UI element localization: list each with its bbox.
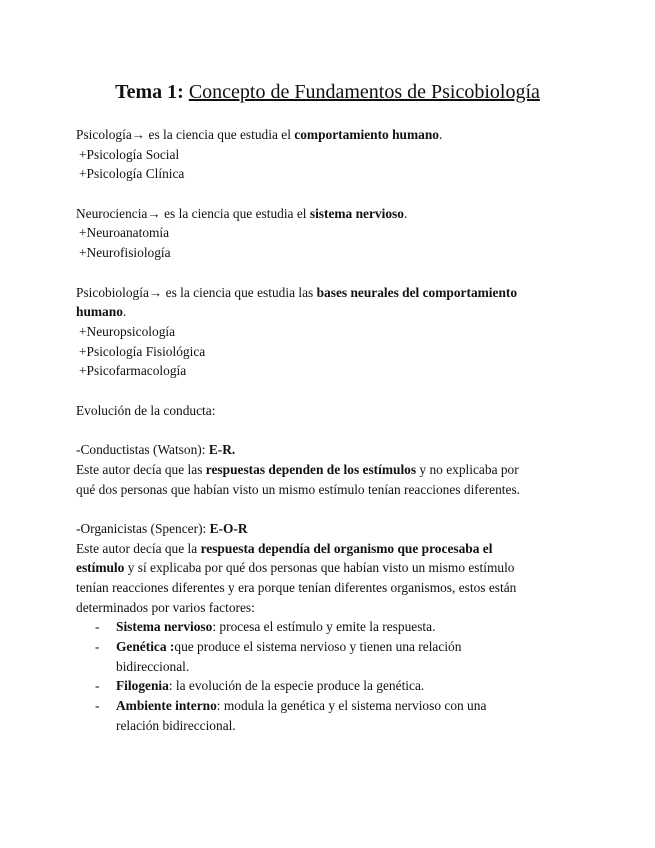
organicistas-heading: -Organicistas (Spencer): E-O-R — [76, 521, 248, 536]
page-title — [0, 80, 655, 104]
psicologia-definition: Psicología→ es la ciencia que estudia el comportamiento humano. — [76, 127, 443, 142]
factor-item: Genética :que produce el sistema nervioso y tienen una relación — [116, 639, 462, 654]
title-prefix: Tema 1: — [115, 81, 184, 103]
factor-item-cont: bidireccional. — [116, 659, 190, 674]
psicologia-item: +Psicología Clínica — [79, 166, 185, 181]
factor-item: Sistema nervioso: procesa el estímulo y emite la respuesta. — [116, 619, 436, 634]
organicistas-text: Este autor decía que la respuesta dependía del organismo que procesaba el — [76, 541, 493, 556]
organicistas-text-cont: estímulo y sí explicaba por qué dos personas que habían visto un mismo estímulo — [76, 560, 515, 575]
psicologia-item: +Psicología Social — [79, 147, 180, 162]
factor-item: Filogenia: la evolución de la especie produce la genética. — [116, 678, 425, 693]
conductistas-heading: -Conductistas (Watson): E-R. — [76, 442, 236, 457]
organicistas-text-cont: determinados por varios factores: — [76, 600, 255, 615]
psicobiologia-item: +Psicología Fisiológica — [79, 344, 206, 359]
conductistas-text-cont: qué dos personas que habían visto un mismo estímulo tenían reacciones diferentes. — [76, 482, 521, 497]
neurociencia-item: +Neuroanatomía — [79, 225, 170, 240]
evolucion-heading: Evolución de la conducta: — [76, 403, 216, 418]
bullet-marker: - — [95, 619, 100, 634]
neurociencia-definition: Neurociencia→ es la ciencia que estudia el sistema nervioso. — [76, 206, 408, 221]
neurociencia-item: +Neurofisiología — [79, 245, 171, 260]
bullet-marker: - — [95, 639, 100, 654]
factor-item: Ambiente interno: modula la genética y el sistema nervioso con una — [116, 698, 487, 713]
title-main: Concepto de Fundamentos de Psicobiología — [188, 81, 540, 103]
psicobiologia-definition-cont: humano. — [76, 304, 127, 319]
psicobiologia-item: +Psicofarmacología — [79, 363, 187, 378]
bullet-marker: - — [95, 678, 100, 693]
psicobiologia-item: +Neuropsicología — [79, 324, 176, 339]
bullet-marker: - — [95, 698, 100, 713]
organicistas-text-cont: tenían reacciones diferentes y era porque tenían diferentes organismos, estos están — [76, 580, 517, 595]
factor-item-cont: relación bidireccional. — [116, 718, 236, 733]
psicobiologia-definition: Psicobiología→ es la ciencia que estudia las bases neurales del comportamiento — [76, 285, 518, 300]
conductistas-text: Este autor decía que las respuestas dependen de los estímulos y no explicaba por — [76, 462, 519, 477]
